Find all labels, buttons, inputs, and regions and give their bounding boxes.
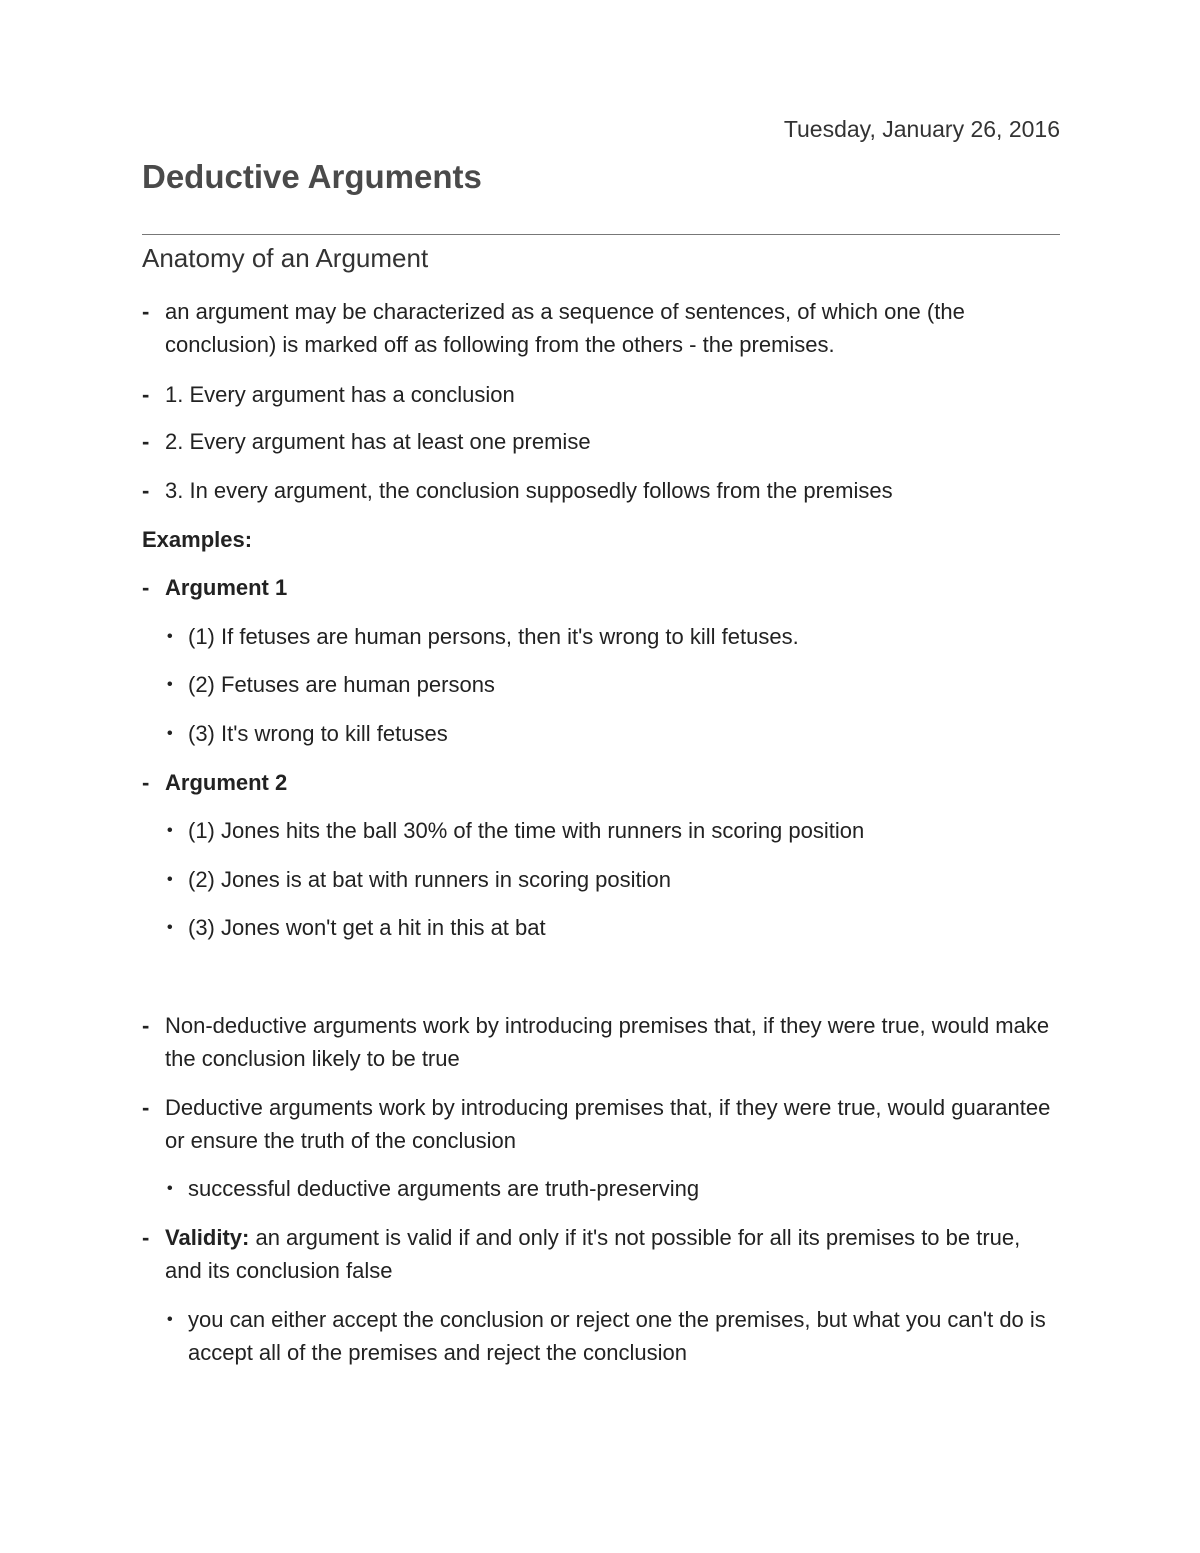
- argument-line: [142, 620, 1060, 653]
- bullet-marker: •: [167, 1311, 173, 1328]
- validity-sub-text: you can either accept the conclusion or reject one the premises, but what you can't do is accept all of the premises and reject the conclusion: [188, 1307, 1046, 1365]
- validity-item: [142, 1221, 1060, 1287]
- dash-marker: -: [142, 478, 150, 503]
- date-label: Tuesday, January 26, 2016: [783, 116, 1060, 142]
- deductive-item: [142, 1091, 1060, 1157]
- dash-marker: -: [142, 1225, 150, 1250]
- definition-item: [142, 295, 1060, 361]
- dash-marker: -: [142, 429, 150, 454]
- bullet-marker: •: [167, 628, 173, 645]
- point-text: 3. In every argument, the conclusion supposedly follows from the premises: [165, 478, 893, 503]
- dash-marker: -: [142, 575, 150, 600]
- bullet-marker: •: [167, 1180, 173, 1197]
- validity-text-block: [165, 1221, 1060, 1287]
- deductive-sub-item: [142, 1172, 1060, 1205]
- definition-text: an argument may be characterized as a sequence of sentences, of which one (the conclusion) is marked off as following from the others - the premises.: [165, 299, 965, 357]
- dash-marker: -: [142, 1013, 150, 1038]
- page-title: Deductive Arguments: [142, 158, 482, 195]
- title-divider: [142, 234, 1060, 235]
- deductive-sub-text: successful deductive arguments are truth-preserving: [188, 1176, 700, 1201]
- validity-sub-item: [142, 1303, 1060, 1369]
- bullet-marker: •: [167, 725, 173, 742]
- argument-item: [142, 766, 1060, 799]
- argument-line-text: (2) Jones is at bat with runners in scoring position: [188, 867, 672, 892]
- dash-marker: -: [142, 1095, 150, 1120]
- argument-line-text: (3) It's wrong to kill fetuses: [188, 721, 448, 746]
- section-heading: Anatomy of an Argument: [142, 243, 429, 273]
- bullet-marker: •: [167, 676, 173, 693]
- argument-line: [142, 814, 1060, 847]
- non-deductive-item: [142, 1009, 1060, 1075]
- deductive-text: Deductive arguments work by introducing premises that, if they were true, would guarantee or ensure the truth of the conclusion: [165, 1095, 1051, 1153]
- validity-definition: an argument is valid if and only if it's not possible for all its premises to be true, and its conclusion false: [165, 1225, 1021, 1283]
- argument-line-text: (3) Jones won't get a hit in this at bat: [188, 915, 546, 940]
- non-deductive-text: Non-deductive arguments work by introducing premises that, if they were true, would make the conclusion likely to be true: [165, 1013, 1050, 1071]
- argument-item: [142, 571, 1060, 604]
- dash-marker: -: [142, 299, 150, 324]
- argument-line-text: (1) Jones hits the ball 30% of the time with runners in scoring position: [188, 818, 865, 843]
- point-item: [142, 474, 1060, 507]
- validity-label: Validity:: [165, 1225, 250, 1250]
- dash-marker: -: [142, 770, 150, 795]
- argument-line: [142, 717, 1060, 750]
- dash-marker: -: [142, 382, 150, 407]
- argument-line: [142, 668, 1060, 701]
- argument-label: Argument 1: [165, 575, 288, 600]
- point-text: 2. Every argument has at least one premise: [165, 429, 591, 454]
- point-item: [142, 378, 1060, 411]
- argument-line-text: (2) Fetuses are human persons: [188, 672, 495, 697]
- point-text: 1. Every argument has a conclusion: [165, 382, 515, 407]
- point-item: [142, 425, 1060, 458]
- argument-line: [142, 863, 1060, 896]
- bullet-marker: •: [167, 871, 173, 888]
- argument-line-text: (1) If fetuses are human persons, then it's wrong to kill fetuses.: [188, 624, 799, 649]
- argument-line: [142, 911, 1060, 944]
- examples-label: Examples:: [142, 527, 253, 552]
- argument-label: Argument 2: [165, 770, 288, 795]
- bullet-marker: •: [167, 822, 173, 839]
- bullet-marker: •: [167, 919, 173, 936]
